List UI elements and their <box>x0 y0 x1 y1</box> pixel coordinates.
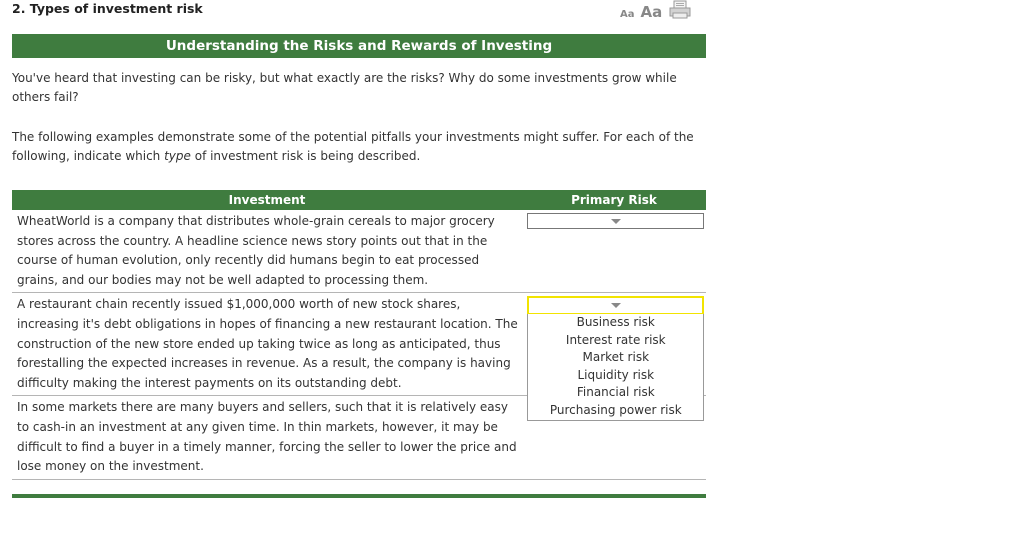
option-market-risk[interactable]: Market risk <box>582 350 650 365</box>
font-size-decrease-button[interactable]: Aa <box>620 9 635 20</box>
investment-column-header: Investment <box>228 193 306 207</box>
section-banner: Understanding the Risks and Rewards of Investing <box>12 34 706 58</box>
table-row <box>12 293 706 417</box>
dropdown-caret-icon <box>611 219 621 224</box>
print-icon[interactable] <box>668 0 692 20</box>
option-purchasing-power-risk[interactable]: Purchasing power risk <box>549 402 682 417</box>
instructions-paragraph <box>12 128 712 166</box>
instructions-text-start: The following examples demonstrate some of the potential pitfalls your investments might suffer. For each of the following, indicate which <box>12 130 694 163</box>
risk-select-2[interactable] <box>527 296 704 315</box>
risk-options-list <box>527 314 704 421</box>
option-liquidity-risk[interactable]: Liquidity risk <box>577 367 655 382</box>
answer-cell <box>522 293 706 417</box>
intro-paragraph: You've heard that investing can be risky, but what exactly are the risks? Why do some investments grow while others fail? <box>12 71 677 104</box>
risk-table <box>12 190 706 480</box>
option-business-risk[interactable]: Business risk <box>576 315 655 330</box>
risk-select-1[interactable] <box>527 213 704 229</box>
option-interest-rate-risk[interactable]: Interest rate risk <box>565 332 666 347</box>
table-header <box>12 190 706 210</box>
primary-risk-column-header: Primary Risk <box>571 193 657 207</box>
investment-description: A restaurant chain recently issued $1,000,000 worth of new stock shares, increasing it's debt obligations in hopes of financing a new restaurant location. The construction of the new store ended up taking twice as long as anticipated, thus forestalling the expected increases in revenue. As a result, the company is having difficulty making the interest payments on its outstanding debt. <box>17 297 518 390</box>
dropdown-caret-icon <box>611 303 621 308</box>
bottom-divider <box>12 494 706 498</box>
option-financial-risk[interactable]: Financial risk <box>576 385 655 400</box>
font-size-increase-button[interactable]: Aa <box>640 3 663 21</box>
table-row <box>12 210 706 293</box>
answer-cell <box>522 210 706 292</box>
investment-description: In some markets there are many buyers and sellers, such that it is relatively easy to cash-in an investment at any given time. In thin markets, however, it may be difficult to find a buyer in a timely manner, forcing the seller to lower the price and lose money on the investment. <box>17 400 517 474</box>
investment-description: WheatWorld is a company that distributes whole-grain cereals to major grocery stores across the country. A headline science news story points out that in the course of human evolution, only recently did humans begin to eat processed grains, and our bodies may not be well adapted to processing them. <box>17 214 495 287</box>
instructions-emphasis: type <box>164 149 191 163</box>
instructions-text-end: of investment risk is being described. <box>190 149 421 163</box>
toolbar <box>620 0 692 20</box>
question-title: 2. Types of investment risk <box>12 1 203 16</box>
